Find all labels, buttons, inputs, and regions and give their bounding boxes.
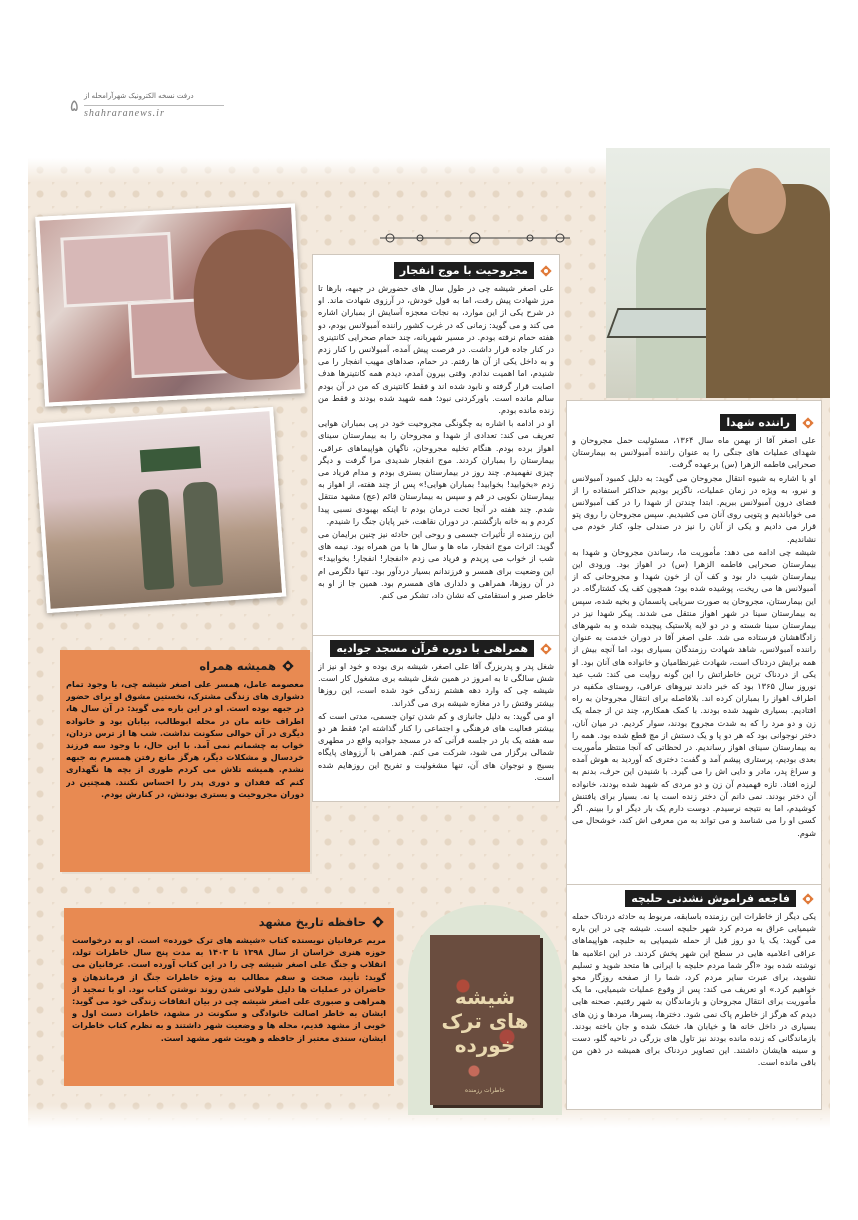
paragraph: علی اصغر شیشه چی در طول سال های حضورش در جبهه، بارها تا مرز شهادت پیش رفت، اما به قول خودش، در آرزوی شهادت ماند. او در شرح یکی از این موارد، به نجات معجزه آسایش از بمباران اشاره می کند و می گوید: زمانی که در غرب کشور راننده آمبولانس بودم، دو هفته حمام نرفته بودم. در مسیر شهربانه، چند حمام صحرایی کانتینری در کنار جاده قرار داشت. در فرصت پیش آمده، آمبولانس را کنار زدم و به داخل یکی از آن ها رفتم. در حمام، صداهای مهیب انفجار را می شنیدم، اما اهمیت ندادم. وقتی بیرون آمدم، دیدم همه کانتینرها هدف اصابت قرار گرفته و نابود شده اند و فقط کانتینری که من در آن بودم سالم مانده است. باورکردنی نبود؛ همه شهید شده بودند و فقط من زنده مانده بودم.: [318, 283, 554, 416]
section-heading-hamishe: [199, 658, 296, 674]
page-number: ۵: [70, 96, 79, 115]
soldier-left: [138, 488, 175, 590]
section-heading-majrouhiyat: [394, 262, 554, 279]
flag-shape: [140, 446, 201, 472]
paragraph: معصومه عامل، همسر علی اصغر شیشه چی، با وجود تمام دشواری های زندگی مشترک، نخستین مشوق او برای حضور در جبهه بوده است. او در این باره می گوید: در آن سال ها، اطراف خانه مان در محله ابوطالب، بیابان بود و خانواده دیگری در آن حوالی سکونت نداشت. شب ها از ترس دزدان، خواب به چشمانم نمی آمد. با این حال، با وجود سه فرزند خردسال و مشکلات دیگر، هرگز مانع رفتن همسرم به جبهه نشدم. همیشه تلاش می کردم طوری از بچه ها نگهداری کنم که فقدان و دوری پدر را احساس نکنند. همچنین در دوران مجروحیت و بستری بودنش، در کنارش بودم.: [66, 679, 304, 799]
paragraph: او در ادامه با اشاره به چگونگی مجروحیت خود در پی بمباران هوایی تعریف می کند: تعدادی از شهدا و مجروحان را به بیمارستان سینای اهواز برده بودم. هنگام تخلیه مجروحان، ناگهان هواپیماهای عراقی، بیمارستان را بمباران کردند. موج انفجار شدیدی مرا گرفت و دیگر چیزی نفهمیدم. چند روز در بیمارستان بستری بودم و مدام فریاد می زدم «بخوابید! بخوابید! بمباران هوایی!» پس از چند هفته، از اهواز به بیمارستان نکویی در قم و سپس به بیمارستان قائم (عج) مشهد منتقل شدم. چند هفته در آنجا تحت درمان بودم تا اینکه بهبودی نسبی پیدا کردم و به خانه بازگشتم. در دوران نقاهت، خبر پایان جنگ را شنیدم.: [318, 418, 554, 526]
album-photo-left: [60, 232, 174, 308]
article-body-hafeze: [72, 934, 386, 1082]
paragraph: یکی دیگر از خاطرات این رزمنده باسابقه، مربوط به حادثه دردناک حمله شیمیایی عراق به مردم کرد شهر حلبچه است. شیشه چی در این باره می گوید: یک یا دو روز قبل از حمله شیمیایی به حلبچه، هواپیماهای عراقی اعلامیه هایی در سطح این شهر پخش کردند. در این اعلامیه ها نوشته شده بود «اگر شما مردم حلبچه با ایرانی ها متحد شوید و تسلیم نشوید، برای عبرت سایر مردم کرد، شما را از صفحه روزگار محو خواهیم کرد.» او تعریف می کند: پس از وقوع عملیات شیمیایی، ما یک مأموریت برای انتقال مجروحان و بازماندگان به شهر رفتیم. صحنه هایی دیدم که هرگز از خاطرم پاک نمی شود. دخترها، پسرها، مردها و زن های بسیاری در داخل خانه ها و خیابان ها، خشک شده و جان باخته بودند. بازماندگانی که زنده مانده بودند نیز تاول های بزرگی در ناحیه گلو، دست و سینه هایشان داشتند. این تصاویر دردناک برای همیشه در ذهن من باقی مانده است.: [572, 911, 816, 1068]
flower-icon: [800, 891, 816, 907]
soldier-right: [182, 481, 223, 587]
ornament-divider: [380, 232, 570, 244]
war-soldiers-photo: [34, 407, 287, 613]
article-body-fajee: [572, 910, 816, 1106]
book-cover-image: [408, 905, 562, 1105]
paragraph: علی اصغر آقا از بهمن ماه سال ۱۳۶۴، مسئولیت حمل مجروحان و شهدای عملیات های جنگی را به عنوان راننده آمبولانس به بیمارستان صحرایی فاطمه الزهرا (س) برعهده گرفت.: [572, 435, 816, 470]
section-title: همیشه همراه: [199, 659, 276, 673]
page-header: [70, 88, 230, 128]
section-title: حافظه تاریخ مشهد: [258, 915, 366, 929]
paragraph: شغل پدر و پدربزرگ آقا علی اصغر، شیشه بری بوده و خود او نیز از شش سالگی تا به امروز در همین شغل شیشه بری مشغول کار است. شیشه چی که وارد دهه هشتم زندگی خود شده است، این روزها بیشتر وقتش را در مغازه شیشه بری می گذراند.: [318, 661, 554, 708]
header-divider: [84, 105, 224, 106]
photo-album-image: [35, 203, 305, 406]
section-heading-fajee: [625, 890, 816, 907]
book-subtitle: خاطرات رزمنده: [465, 1087, 505, 1094]
flower-icon: [538, 641, 554, 657]
header-caption: درفت نسخه الکترونیک شهرآرامحله از: [84, 92, 194, 100]
article-body-hamrahi: [318, 660, 554, 798]
flower-icon: [370, 914, 386, 930]
book-title: شیشه های ترک خورده: [441, 985, 529, 1057]
paragraph: او می گوید: به دلیل جانبازی و کم شدن توان جسمی، مدتی است که بیشتر فعالیت های فرهنگی و اجتماعی را کنار گذاشته ام؛ فقط هر دو سه هفته یک بار در جلسه قرآنی که در مسجد جوادیه واقع در مطهری شمالی برگزار می شود، شرکت می کنم. همراهی با آرزوهای پایگاه بسیج و نوجوان های آن، تنها مشغولیت و تفریح این روزهایم شده است.: [318, 710, 554, 782]
paragraph: او با اشاره به شیوه انتقال مجروحان می گوید: به دلیل کمبود آمبولانس و نیرو، به ویژه در زمان عملیات، ناگزیر بودیم حداکثر استفاده را از فضای درون آمبولانس ببریم. ابتدا چندتن از شهدا را در کف آمبولانس می خواباندیم و پتویی روی آنان می کشیدیم. سپس مجروحان را روی پتو قرار می دادیم و یکی از آنان را نیز در صندلی جلو، کنار خودم می نشاندیم.: [572, 472, 816, 544]
section-heading-hafeze: [259, 914, 386, 930]
article-body-majrouhiyat: [318, 282, 554, 632]
section-title: مجروحیت با موج انفجار: [394, 262, 534, 279]
glazier-portrait-photo: [606, 148, 830, 398]
paragraph: این رزمنده از تأثیرات جسمی و روحی این حادثه نیز چنین برایمان می گوید: اثرات موج انفجار، ماه ها و سال ها با من همراه بود. نیمه های شب از خواب می پریدم و فریاد می زدم «انفجار! انفجار! بخوابید!» این وضعیت برای همسر و فرزندانم بسیار دردآور بود. تنها دلگرمی ام در آن روزها، همراهی و دلداری های همسرم بود. همین جا از او به خاطر صبر و استقامتی که نشان داد، تشکر می کنم.: [318, 529, 554, 601]
section-title: فاجعه فراموش نشدنی حلبچه: [625, 890, 796, 907]
flower-icon: [800, 415, 816, 431]
flower-icon: [280, 658, 296, 674]
article-body-hamishe: [66, 678, 304, 868]
man-head: [728, 168, 786, 234]
site-address: shahraranews.ir: [84, 108, 165, 119]
paragraph: شیشه چی ادامه می دهد: مأموریت ما، رساندن مجروحان و شهدا به بیمارستان صحرایی فاطمه الزهرا (س) در اهواز بود. ورودی این بیمارستان شیب دار بود و کف آن از خون شهدا و مجروحانی که از آمبولانس ها می ریخت، پوشیده شده بود؛ همچون کف یک کشتارگاه. در این بیمارستان، مجروحان به صورت سرپایی پانسمان و بخیه شده، سپس به بیمارستان سینا در شهر اهواز منتقل می شدند. پیکر شهدا نیز در بیمارستان سینا شسته و در دو لایه پلاستیک پیچیده شده و به شهرهای زادگاهشان فرستاده می شد. علی اصغر آقا در دوران خدمت به عنوان راننده آمبولانس، شاهد شهادت رزمندگان بسیاری بود، اما آنچه بیش از همه برایش دردناک است، شهادت غیرنظامیان و خانواده های آنان بود. او یکی از دردناک ترین خاطراتش را این گونه روایت می کند: شب عید نوروز سال ۱۳۶۵ بود که خبر دادند نیروهای عراقی، روستای مکفیه در اطراف اهواز را بمباران کرده اند. بلافاصله برای انتقال مجروحان به راه افتادیم. بسیاری شهید شده بودند. با کمک همکارم، چند تن از جمله یک زن و دو مرد را که به شدت مجروح بودند، سوار کردیم. در میان آنان، دختر نوجوانی بود که هر دو پا و یک دستش از مچ قطع شده بود. همه را به بیمارستان سینای اهواز رساندیم. در لحظاتی که آنجا منتظر مأموریت بعدی بودیم، پرستاری پیشم آمد و گفت: دختری که آوردید به هوش آمده و سراغ پدر، مادر و دایی اش را می گیرد. با شنیدن این حرف، بدنم به لرزه افتاد. تازه فهمیدم آن زن و دو مردی که شهید شده بودند، خانواده آن دختر بودند. نمی دانم آن دختر زنده است یا نه. بسیار برای یافتنش کوشیدم، اما به نتیجه نرسیدم. دوست دارم یک بار دیگر او را ببینم. اگر کسی او را می شناسد و می تواند به من معرفی اش کند، خوشحال می شوم.: [572, 546, 816, 838]
flower-icon: [538, 263, 554, 279]
section-heading-hamrahi: [330, 640, 554, 657]
section-heading-ranande: [720, 414, 816, 431]
section-title: راننده شهدا: [720, 414, 796, 431]
section-title: همراهی با دوره قرآن مسجد جوادیه: [330, 640, 534, 657]
article-body-ranande: [572, 434, 816, 880]
paragraph: مریم عرفانیان نویسنده کتاب «شیشه های ترک خورده» است. او به درخواست حوزه هنری خراسان از سال ۱۳۹۸ تا ۱۴۰۳ به مدت پنج سال خاطرات تولد، انقلاب و جنگ علی اصغر شیشه چی را در این کتاب آورده است. عرفانیان می گوید: تأیید، صحت و سقم مطالب به ویژه خاطرات جنگ از فرماندهان و حاضران در عملیات ها دلیل طولانی شدن روند نوشتن کتاب بود. او با تمجید از همراهی و صبوری علی اصغر شیشه چی در بیان اتفاقات زندگی خود می گوید: ایشان به خاطر اصالت خانوادگی و سکونت در مشهد، خاطرات دست اول و خوبی از مشهد قدیم، محله ها و وضعیت شهر داشتند و به نظرم کتاب خاطرات ایشان، سندی معتبر از حافظه و هویت شهر مشهد است.: [72, 935, 386, 1043]
